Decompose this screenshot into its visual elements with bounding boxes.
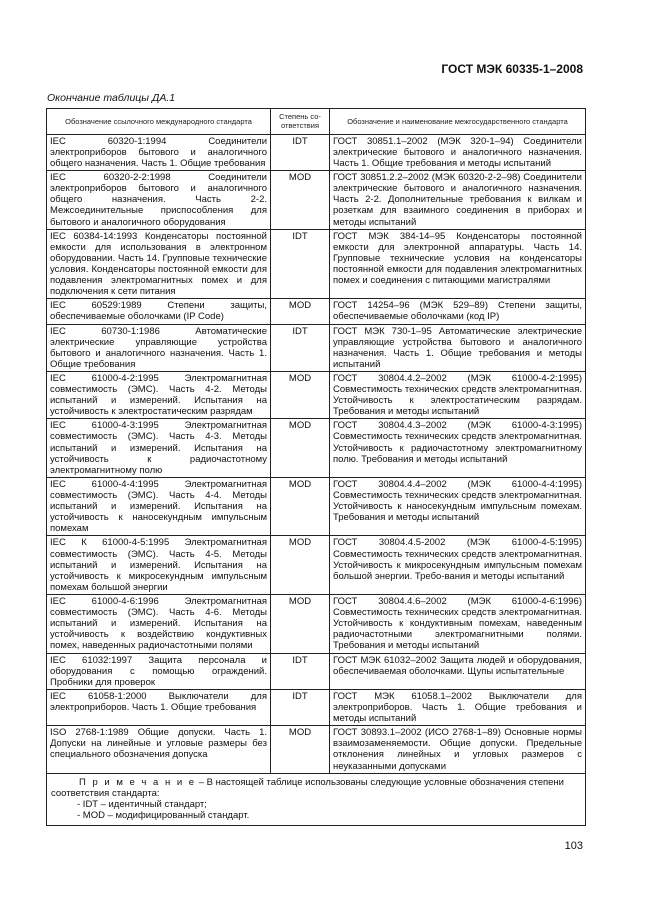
table-row — [47, 477, 586, 536]
interstate-standard-cell: ГОСТ 30804.4.6–2002 (МЭК 61000-4-6:1996) Совместимость технических средств электромагнитная. Устойчивость к кондуктивным помехам, наведенным радиочастотными электромагнитными полями. Требования и методы испытаний — [330, 595, 586, 654]
table-row — [47, 536, 586, 595]
reference-standard-cell: IEC 61032:1997 Защита персонала и оборудования с помощью ограждений. Пробники для проверок — [47, 653, 271, 689]
degree-cell: MOD — [271, 726, 330, 773]
page-number: 103 — [564, 840, 583, 852]
table-note-row — [47, 773, 586, 825]
interstate-standard-cell: ГОСТ МЭК 61032–2002 Защита людей и оборудования, обеспечиваемая оболочками. Щупы испытательные — [330, 653, 586, 689]
correspondence-table — [46, 108, 586, 826]
interstate-standard-cell: ГОСТ 30851.2.2–2002 (МЭК 60320-2-2–98) Соединители электрические бытового и аналогичного назначения. Часть 2-2. Дополнительные требования к вилкам и розеткам для взаимного соединения в приборах и методы испытаний — [330, 171, 586, 230]
reference-standard-cell: ISO 2768-1:1989 Общие допуски. Часть 1. Допуски на линейные и угловые размеры без специального обозначения допуска — [47, 726, 271, 773]
reference-standard-cell: IEC 60384-14:1993 Конденсаторы постоянной емкости для использования в электронном оборудовании. Часть 14. Групповые технические условия. Конденсаторы постоянной емкости для подавления электромагнитных помех и для подключения к сети питания — [47, 229, 271, 299]
table-row — [47, 324, 586, 371]
header-interstate-standard: Обозначение и наименование межгосударственного стандарта — [330, 109, 586, 135]
reference-standard-cell: IEC 61000-4-3:1995 Электромагнитная совместимость (ЭМС). Часть 4-3. Методы испытаний и измерений. Испытания на устойчивость к радиочастотному электромагнитному полю — [47, 419, 271, 478]
note-item-idt: - IDT – идентичный стандарт; — [77, 798, 207, 810]
interstate-standard-cell: ГОСТ 30804.4.3–2002 (МЭК 61000-4-3:1995) Совместимость технических средств электромагнитная. Устойчивость к радиочастотному электромагнитному полю. Требования и методы испытаний — [330, 419, 586, 478]
reference-standard-cell: IEC 60529:1989 Степени защиты, обеспечиваемые оболочками (IP Code) — [47, 299, 271, 324]
degree-cell: MOD — [271, 536, 330, 595]
degree-cell: MOD — [271, 477, 330, 536]
table-row — [47, 689, 586, 725]
document-code: ГОСТ МЭК 60335-1–2008 — [441, 62, 583, 76]
degree-cell: IDT — [271, 229, 330, 299]
degree-cell: IDT — [271, 324, 330, 371]
interstate-standard-cell: ГОСТ МЭК 61058.1–2002 Выключатели для электроприборов. Часть 1. Общие требования и методы испытаний — [330, 689, 586, 725]
note-text: – В настоящей таблице использованы следующие условные обозначения степени соответствия стандарта: — [51, 776, 564, 799]
table-row — [47, 595, 586, 654]
reference-standard-cell: IEC К 61000-4-5:1995 Электромагнитная совместимость (ЭМС). Часть 4-5. Методы испытаний и измерений. Испытания на устойчивость к микросекундным импульсным помехам большой энергии — [47, 536, 271, 595]
interstate-standard-cell: ГОСТ 14254–96 (МЭК 529–89) Степени защиты, обеспечиваемые оболочками (код IP) — [330, 299, 586, 324]
table-row — [47, 726, 586, 773]
reference-standard-cell: IEC 60320-1:1994 Соединители электроприборов бытового и аналогичного общего назначения. Часть 1. Общие требования — [47, 134, 271, 170]
interstate-standard-cell: ГОСТ 30851.1–2002 (МЭК 320-1–94) Соединители электрические бытового и аналогичного назначения. Часть 1. Общие требования и методы испытаний — [330, 134, 586, 170]
interstate-standard-cell: ГОСТ 30804.4.4–2002 (МЭК 61000-4-4:1995) Совместимость технических средств электромагнитная. Устойчивость к наносекундным импульсным помехам. Требования и методы испытаний — [330, 477, 586, 536]
interstate-standard-cell: ГОСТ МЭК 730-1–95 Автоматические электрические управляющие устройства бытового и аналогичного назначения. Часть 1. Общие требования и методы испытаний — [330, 324, 586, 371]
table-row — [47, 653, 586, 689]
table-row — [47, 171, 586, 230]
interstate-standard-cell: ГОСТ 30804.4.5-2002 (МЭК 61000-4-5:1995) Совместимость технических средств электромагнитная. Устойчивость к микросекундным импульсным помехам большой энергии. Требо-вания и методы испытаний — [330, 536, 586, 595]
interstate-standard-cell: ГОСТ 30893.1–2002 (ИСО 2768-1–89) Основные нормы взаимозаменяемости. Общие допуски. Предельные отклонения линейных и угловых размеров с неуказанными допусками — [330, 726, 586, 773]
degree-cell: MOD — [271, 371, 330, 418]
table-row — [47, 371, 586, 418]
note-label: П р и м е ч а н и е — [79, 776, 197, 788]
interstate-standard-cell: ГОСТ 30804.4.2–2002 (МЭК 61000-4-2:1995) Совместимость технических средств электромагнитная. Устойчивость к электростатическим разрядам. Требования и методы испытаний — [330, 371, 586, 418]
note-item-mod: - MOD – модифицированный стандарт. — [77, 809, 250, 821]
table-header-row — [47, 109, 586, 135]
table-row — [47, 299, 586, 324]
table-caption: Окончание таблицы ДА.1 — [47, 92, 176, 104]
degree-cell: MOD — [271, 595, 330, 654]
reference-standard-cell: IEC 60320-2-2:1998 Соединители электроприборов бытового и аналогичного общего назначения. Часть 2-2. Межсоединительные приспособления для бытового и аналогичного оборудования — [47, 171, 271, 230]
table-note — [47, 773, 586, 825]
reference-standard-cell: IEC 61058-1:2000 Выключатели для электроприборов. Часть 1. Общие требования — [47, 689, 271, 725]
degree-cell: MOD — [271, 419, 330, 478]
reference-standard-cell: IEC 61000-4-6:1996 Электромагнитная совместимость (ЭМС). Часть 4-6. Методы испытаний и измерений. Испытания на устойчивость к воздействию кондуктивных помех, наведенных радиочастотными полями — [47, 595, 271, 654]
interstate-standard-cell: ГОСТ МЭК 384-14–95 Конденсаторы постоянной емкости для электронной аппаратуры. Часть 14. Групповые технические условия на конденсаторы постоянной емкости для подавления электромагнитных помех и соединения с питающими магистралями — [330, 229, 586, 299]
degree-cell: IDT — [271, 653, 330, 689]
table-row — [47, 229, 586, 299]
degree-cell: MOD — [271, 171, 330, 230]
degree-cell: IDT — [271, 689, 330, 725]
degree-cell: IDT — [271, 134, 330, 170]
reference-standard-cell: IEC 61000-4-2:1995 Электромагнитная совместимость (ЭМС). Часть 4-2. Методы испытаний и измерений. Испытания на устойчивость к электростатическим разрядам — [47, 371, 271, 418]
reference-standard-cell: IEC 61000-4-4:1995 Электромагнитная совместимость (ЭМС). Часть 4-4. Методы испытаний и измерений. Испытания на устойчивость к наносекундным импульсным помехам — [47, 477, 271, 536]
table-row — [47, 134, 586, 170]
header-degree: Степень со-ответствия — [271, 109, 330, 135]
degree-cell: MOD — [271, 299, 330, 324]
table-row — [47, 419, 586, 478]
reference-standard-cell: IEC 60730-1:1986 Автоматические электрические управляющие устройства бытового и аналогичного назначения. Часть 1. Общие требования — [47, 324, 271, 371]
header-reference-standard: Обозначение ссылочного международного стандарта — [47, 109, 271, 135]
